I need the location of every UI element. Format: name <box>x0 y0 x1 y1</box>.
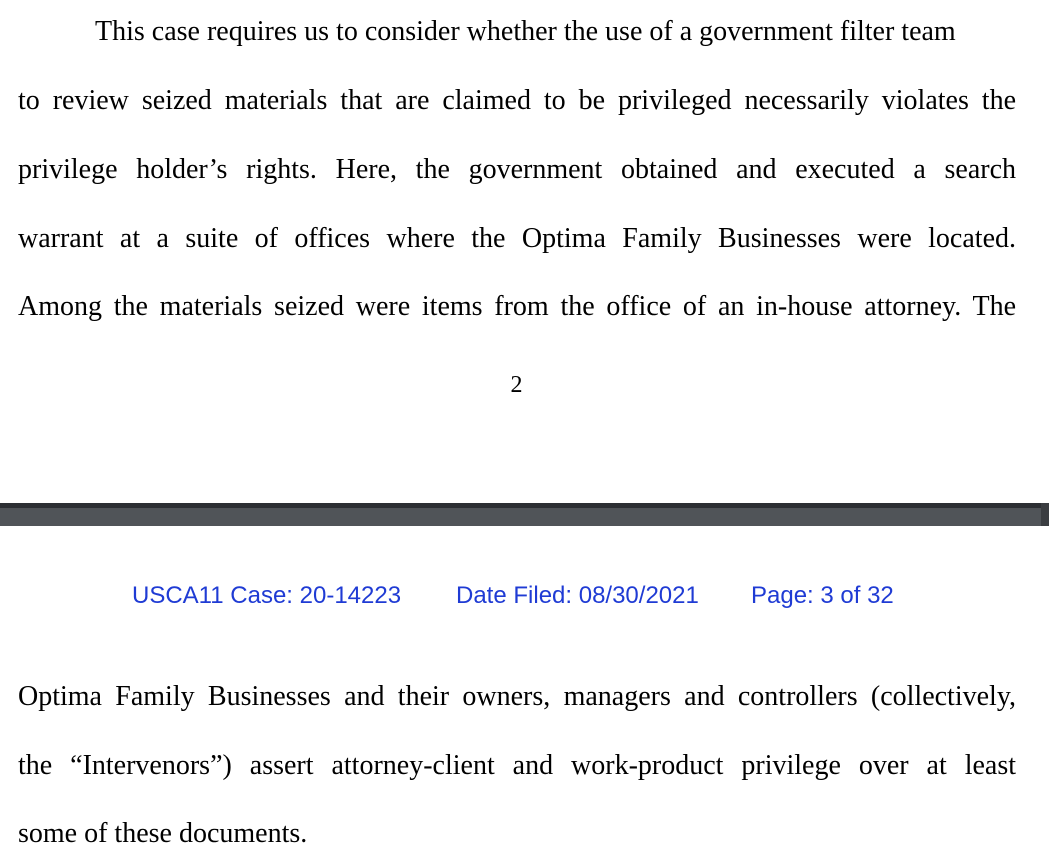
separator-edge <box>1041 503 1049 526</box>
paragraph-line: privilege holder’s rights. Here, the government obtained and executed a search <box>18 154 1016 185</box>
paragraph-line: some of these documents. <box>18 818 308 849</box>
paragraph-line: Optima Family Businesses and their owners, managers and controllers (collectively, <box>18 681 1016 712</box>
date-filed-stamp: Date Filed: 08/30/2021 <box>456 582 699 609</box>
paragraph-line: to review seized materials that are claimed to be privileged necessarily violates the <box>18 85 1016 116</box>
case-number-stamp: USCA11 Case: 20-14223 <box>132 582 402 609</box>
paragraph-line: the “Intervenors”) assert attorney-client and work-product privilege over at least <box>18 750 1016 781</box>
page-count-stamp: Page: 3 of 32 <box>751 582 894 609</box>
paragraph-line: Among the materials seized were items from the office of an in-house attorney. The <box>18 291 1016 322</box>
paragraph-line: warrant at a suite of offices where the Optima Family Businesses were located. <box>18 223 1016 254</box>
page-number: 2 <box>510 372 523 398</box>
paragraph-line: This case requires us to consider whether the use of a government filter team <box>95 16 956 47</box>
page-separator <box>0 503 1049 526</box>
